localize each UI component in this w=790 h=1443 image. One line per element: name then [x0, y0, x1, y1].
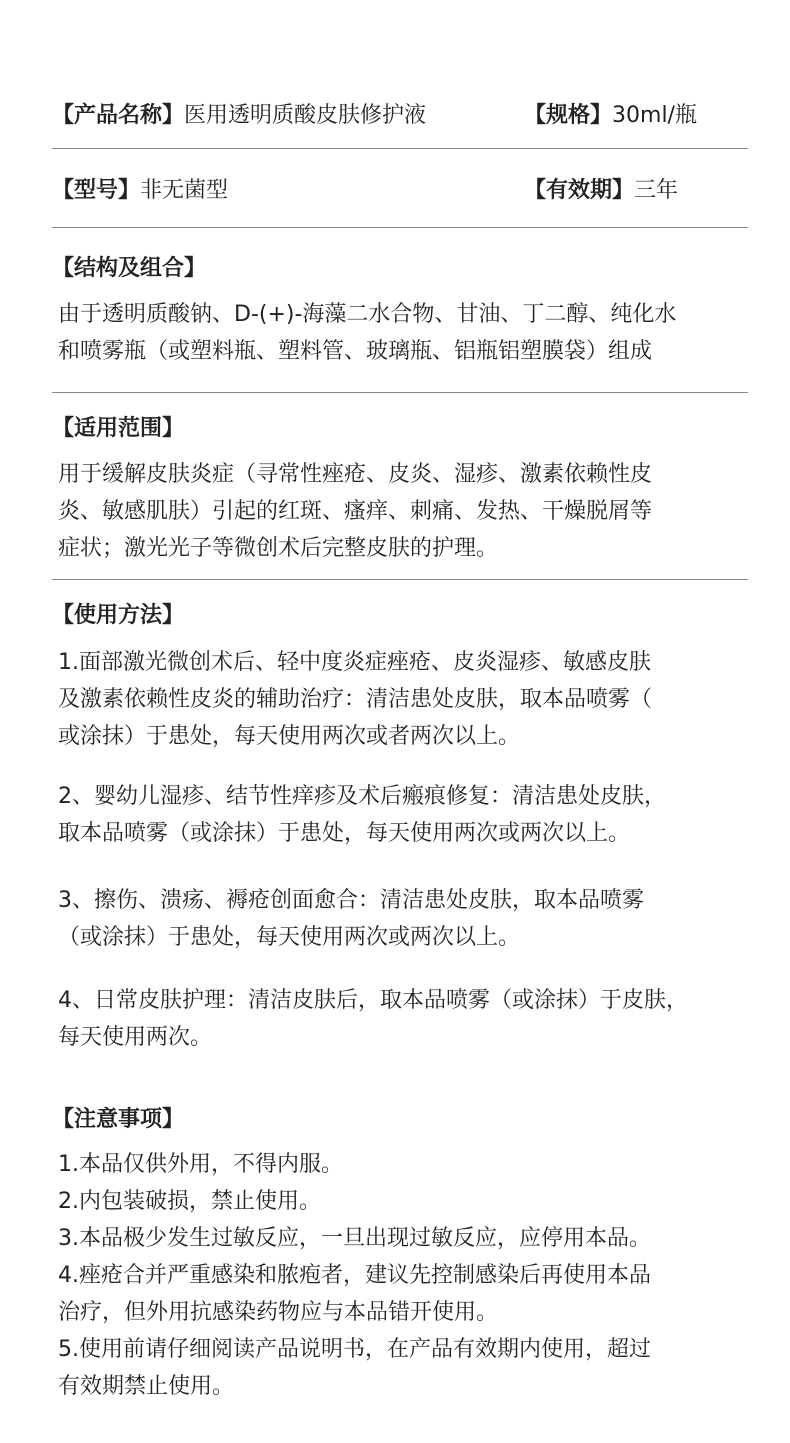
- composition-title: 【结构及组合】: [52, 256, 207, 281]
- text-line: 和喷雾瓶（或塑料瓶、塑料管、玻璃瓶、铝瓶铝塑膜袋）组成: [58, 339, 653, 364]
- text-line: 或涂抹）于患处，每天使用两次或者两次以上。: [58, 724, 521, 749]
- usage-item: [58, 778, 764, 852]
- usage-item: [58, 644, 764, 755]
- product-name-label: 【产品名称】: [52, 103, 185, 128]
- text-line: 1.本品仅供外用，不得内服。: [58, 1152, 343, 1177]
- product-name-field: [52, 96, 426, 136]
- text-line: 炎、敏感肌肤）引起的红斑、瘙痒、刺痛、发热、干燥脱屑等: [58, 499, 653, 524]
- text-line: （或涂抹）于患处，每天使用两次或两次以上。: [58, 925, 521, 950]
- text-line: 治疗，但外用抗感染药物应与本品错开使用。: [58, 1300, 499, 1325]
- usage-item: [58, 982, 764, 1056]
- scope-title: 【适用范围】: [52, 416, 185, 441]
- divider: [52, 148, 748, 149]
- model-info-row: [52, 171, 748, 211]
- composition-text: [58, 296, 764, 370]
- model-value: 非无菌型: [140, 178, 229, 203]
- usage-title: 【使用方法】: [52, 603, 185, 628]
- model-field: [52, 171, 228, 211]
- text-line: 4、日常皮肤护理：清洁皮肤后，取本品喷雾（或涂抹）于皮肤，: [58, 988, 688, 1013]
- text-line: 2、婴幼儿湿疹、结节性痒疹及术后瘢痕修复：清洁患处皮肤，: [58, 784, 666, 809]
- product-info-row: [52, 96, 748, 136]
- validity-field: [524, 171, 678, 211]
- text-line: 及激素依赖性皮炎的辅助治疗：清洁患处皮肤，取本品喷雾（: [58, 687, 653, 712]
- spec-field: [524, 96, 697, 136]
- spec-label: 【规格】: [524, 103, 613, 128]
- text-line: 3.本品极少发生过敏反应，一旦出现过敏反应，应停用本品。: [58, 1226, 651, 1251]
- text-line: 用于缓解皮肤炎症（寻常性痤疮、皮炎、湿疹、激素依赖性皮: [58, 462, 653, 487]
- validity-label: 【有效期】: [524, 178, 635, 203]
- divider: [52, 579, 748, 580]
- validity-value: 三年: [634, 178, 679, 203]
- text-line: 由于透明质酸钠、D-(+)-海藻二水合物、甘油、丁二醇、纯化水: [58, 302, 677, 327]
- cautions-text: [58, 1146, 764, 1405]
- text-line: 每天使用两次。: [58, 1025, 213, 1050]
- spec-value: 30ml/瓶: [612, 103, 697, 128]
- divider: [52, 227, 748, 228]
- scope-text: [58, 456, 764, 567]
- text-line: 有效期禁止使用。: [58, 1374, 235, 1399]
- text-line: 取本品喷雾（或涂抹）于患处，每天使用两次或两次以上。: [58, 821, 631, 846]
- model-label: 【型号】: [52, 178, 141, 203]
- usage-item: [58, 882, 764, 956]
- text-line: 2.内包装破损，禁止使用。: [58, 1189, 321, 1214]
- text-line: 3、擦伤、溃疡、褥疮创面愈合：清洁患处皮肤，取本品喷雾: [58, 888, 644, 913]
- divider: [52, 392, 748, 393]
- text-line: 5.使用前请仔细阅读产品说明书，在产品有效期内使用，超过: [58, 1337, 651, 1362]
- product-name-value: 医用透明质酸皮肤修护液: [184, 103, 427, 128]
- cautions-title: 【注意事项】: [52, 1107, 185, 1132]
- text-line: 4.痤疮合并严重感染和脓疱者，建议先控制感染后再使用本品: [58, 1263, 651, 1288]
- text-line: 症状；激光光子等微创术后完整皮肤的护理。: [58, 536, 499, 561]
- text-line: 1.面部激光微创术后、轻中度炎症痤疮、皮炎湿疹、敏感皮肤: [58, 650, 651, 675]
